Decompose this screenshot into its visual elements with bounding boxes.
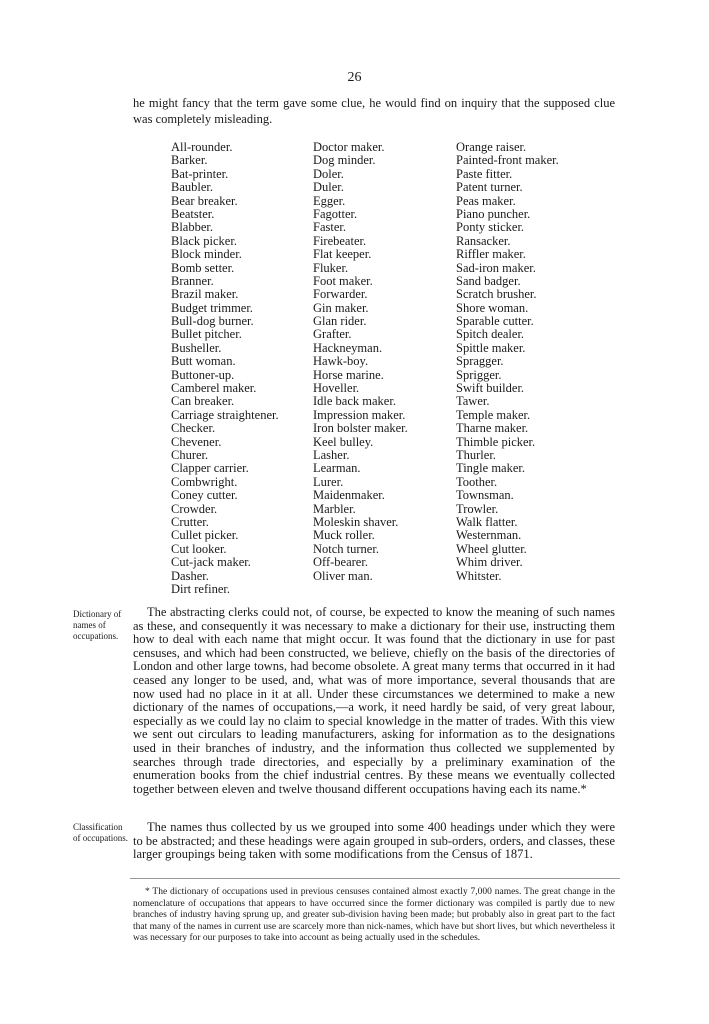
occupation-name: Wheel glutter. — [456, 541, 527, 556]
occupation-name: Painted-front maker. — [456, 153, 559, 168]
occupation-name: Cut-jack maker. — [171, 555, 251, 570]
occupation-name: Moleskin shaver. — [313, 514, 399, 529]
occupation-name: Bat-printer. — [171, 166, 229, 181]
occupation-name: Hawk-boy. — [313, 354, 369, 369]
occupation-name: Spragger. — [456, 354, 504, 369]
occupation-name: Coney cutter. — [171, 488, 238, 503]
margin-note-dictionary: Dictionary of names of occupations. — [73, 609, 122, 641]
footnote: * The dictionary of occupations used in previous censuses contained almost exactly 7,000 names. The great change in the nomenclature of occupations that appears to have occurred since the former dictionary was compiled is partly due to new branches of industry having sprung up, and greater sub-division having been made; but probably also in great part to the fact that many of the names in current use are scarcely more than nick-names, which have but short lives, but which nevertheless it was necessary for our purposes to take into account as being actually used in the schedules. — [133, 887, 615, 944]
occupation-name: Clapper carrier. — [171, 461, 249, 476]
occupation-name: Ponty sticker. — [456, 220, 525, 235]
paragraph-dictionary: The abstracting clerks could not, of course, be expected to know the meaning of such names as these, and consequently it was necessary to make a dictionary for their use, instructing them how to deal with each name that might occur. It was found that the dictionary in use for past censuses, and which had been constructed, we believe, chiefly on the basis of the directories of London and other large towns, had become obsolete. A great many terms that occurred in it had ceased any longer to be used, and, what was of more importance, several thousands that are now used had no place in it at all. Under these circumstances we determined to make a new dictionary of the names of occupations,—a work, it need hardly be said, of very great labour, especially as we could lay no claim to special knowledge in the matter of trades. With this view we sent out circulars to leading manufacturers, asking for information as to the designations used in their branches of industry, and the information thus collected we supplemented by searches through trade directories, and especially by a preliminary examination of the enumeration books from the chief industrial centres. By these means we eventually collected together between eleven and twelve thousand different occupations having each its name.* — [133, 605, 615, 796]
occupation-name: Crutter. — [171, 514, 209, 529]
occupation-name: Carriage straightener. — [171, 407, 279, 422]
occupation-name: Scratch brusher. — [456, 287, 537, 302]
occupation-name: Townsman. — [456, 488, 514, 503]
occupation-name: Gin maker. — [313, 300, 369, 315]
intro-text: he might fancy that the term gave some clue, he would find on inquiry that the supposed clue was completely misleading. — [133, 96, 615, 126]
occupation-name: Combwright. — [171, 474, 238, 489]
occupation-name: Piano puncher. — [456, 206, 531, 221]
occupation-name: Chevener. — [171, 434, 222, 449]
occupation-name: Doler. — [313, 166, 344, 181]
occupation-name: Patent turner. — [456, 180, 523, 195]
occupation-name: Brazil maker. — [171, 287, 239, 302]
occupation-name: Cullet picker. — [171, 528, 239, 543]
occupation-name: Busheller. — [171, 340, 222, 355]
occupation-name: Fluker. — [313, 260, 349, 275]
occupation-name: Forwarder. — [313, 287, 368, 302]
occupation-name: Lasher. — [313, 447, 350, 462]
occupation-name: Sparable cutter. — [456, 314, 534, 329]
occupation-name: Egger. — [313, 193, 346, 208]
occupation-name: Trowler. — [456, 501, 499, 516]
occupation-name: Thurler. — [456, 447, 496, 462]
footnote-divider — [130, 878, 620, 879]
occupation-name: Checker. — [171, 421, 216, 436]
occupation-name: Black picker. — [171, 233, 237, 248]
occupation-name: Oliver man. — [313, 568, 373, 583]
occupation-name: Glan rider. — [313, 314, 367, 329]
occupation-name: Tharne maker. — [456, 421, 529, 436]
occupation-name: Notch turner. — [313, 541, 379, 556]
occupation-name: Dog minder. — [313, 153, 376, 168]
occupation-name: Off-bearer. — [313, 555, 368, 570]
occupation-name: Doctor maker. — [313, 140, 385, 154]
occupation-name: Westernman. — [456, 528, 522, 543]
occupation-name: Crowder. — [171, 501, 218, 516]
occupation-name: Bull-dog burner. — [171, 314, 254, 329]
occupation-name: Iron bolster maker. — [313, 421, 408, 436]
occupation-name: Barker. — [171, 153, 208, 168]
occupation-name: Spitch dealer. — [456, 327, 525, 342]
occupation-name: Bomb setter. — [171, 260, 235, 275]
occupation-name: Beatster. — [171, 206, 215, 221]
occupation-name: Idle back maker. — [313, 394, 396, 409]
occupation-name: Tawer. — [456, 394, 490, 409]
occupation-column-3 — [456, 141, 559, 583]
occupation-name: Lurer. — [313, 474, 344, 489]
occupation-name: Block minder. — [171, 247, 242, 262]
page-number: 26 — [347, 70, 362, 85]
occupation-column-1 — [171, 141, 279, 596]
occupation-name: Bear breaker. — [171, 193, 238, 208]
occupation-name: Buttoner-up. — [171, 367, 235, 382]
occupation-name: Flat keeper. — [313, 247, 372, 262]
occupation-name: Horse marine. — [313, 367, 384, 382]
occupation-name: Fagotter. — [313, 206, 358, 221]
occupation-name: Riffler maker. — [456, 247, 526, 262]
occupation-name: Keel bulley. — [313, 434, 374, 449]
occupation-name: Dasher. — [171, 568, 209, 583]
occupation-column-2 — [313, 141, 408, 583]
occupation-name: Dirt refiner. — [171, 581, 231, 596]
occupation-name: Toother. — [456, 474, 498, 489]
occupation-name: Walk flatter. — [456, 514, 518, 529]
occupation-name: Camberel maker. — [171, 381, 257, 396]
occupation-name: All-rounder. — [171, 140, 233, 154]
occupation-name: Orange raiser. — [456, 140, 527, 154]
occupation-name: Learman. — [313, 461, 361, 476]
occupation-name: Hoveller. — [313, 381, 360, 396]
occupation-name: Sad-iron maker. — [456, 260, 536, 275]
occupation-name: Grafter. — [313, 327, 352, 342]
occupation-name: Sprigger. — [456, 367, 502, 382]
occupation-name: Budget trimmer. — [171, 300, 253, 315]
occupation-name: Whim driver. — [456, 555, 523, 570]
paragraph-classification: The names thus collected by us we grouped into some 400 headings under which they were to be abstracted; and these headings were again grouped in sub-orders, orders, and classes, these larger groupings being taken with some modifications from the Census of 1871. — [133, 820, 615, 862]
occupation-name: Butt woman. — [171, 354, 236, 369]
occupation-name: Cut looker. — [171, 541, 227, 556]
margin-note-classification: Classification of occupations. — [73, 822, 128, 843]
occupation-name: Peas maker. — [456, 193, 516, 208]
occupation-name: Branner. — [171, 273, 214, 288]
occupation-name: Blabber. — [171, 220, 214, 235]
occupation-name: Sand badger. — [456, 273, 521, 288]
occupation-name: Tingle maker. — [456, 461, 525, 476]
occupation-name: Ransacker. — [456, 233, 511, 248]
occupation-name: Baubler. — [171, 180, 214, 195]
occupation-name: Paste fitter. — [456, 166, 513, 181]
occupation-name: Temple maker. — [456, 407, 531, 422]
occupation-name: Impression maker. — [313, 407, 406, 422]
occupation-name: Can breaker. — [171, 394, 235, 409]
occupation-name: Churer. — [171, 447, 209, 462]
occupation-name: Faster. — [313, 220, 346, 235]
occupation-name: Foot maker. — [313, 273, 373, 288]
occupation-name: Spittle maker. — [456, 340, 526, 355]
occupation-name: Whitster. — [456, 568, 502, 583]
occupation-name: Swift builder. — [456, 381, 525, 396]
occupation-name: Muck roller. — [313, 528, 375, 543]
occupation-name: Shore woman. — [456, 300, 529, 315]
occupation-name: Bullet pitcher. — [171, 327, 242, 342]
occupation-name: Firebeater. — [313, 233, 367, 248]
occupation-name: Duler. — [313, 180, 344, 195]
occupation-name: Hackneyman. — [313, 340, 383, 355]
occupation-name: Thimble picker. — [456, 434, 536, 449]
occupation-name: Maidenmaker. — [313, 488, 385, 503]
occupation-name: Marbler. — [313, 501, 356, 516]
